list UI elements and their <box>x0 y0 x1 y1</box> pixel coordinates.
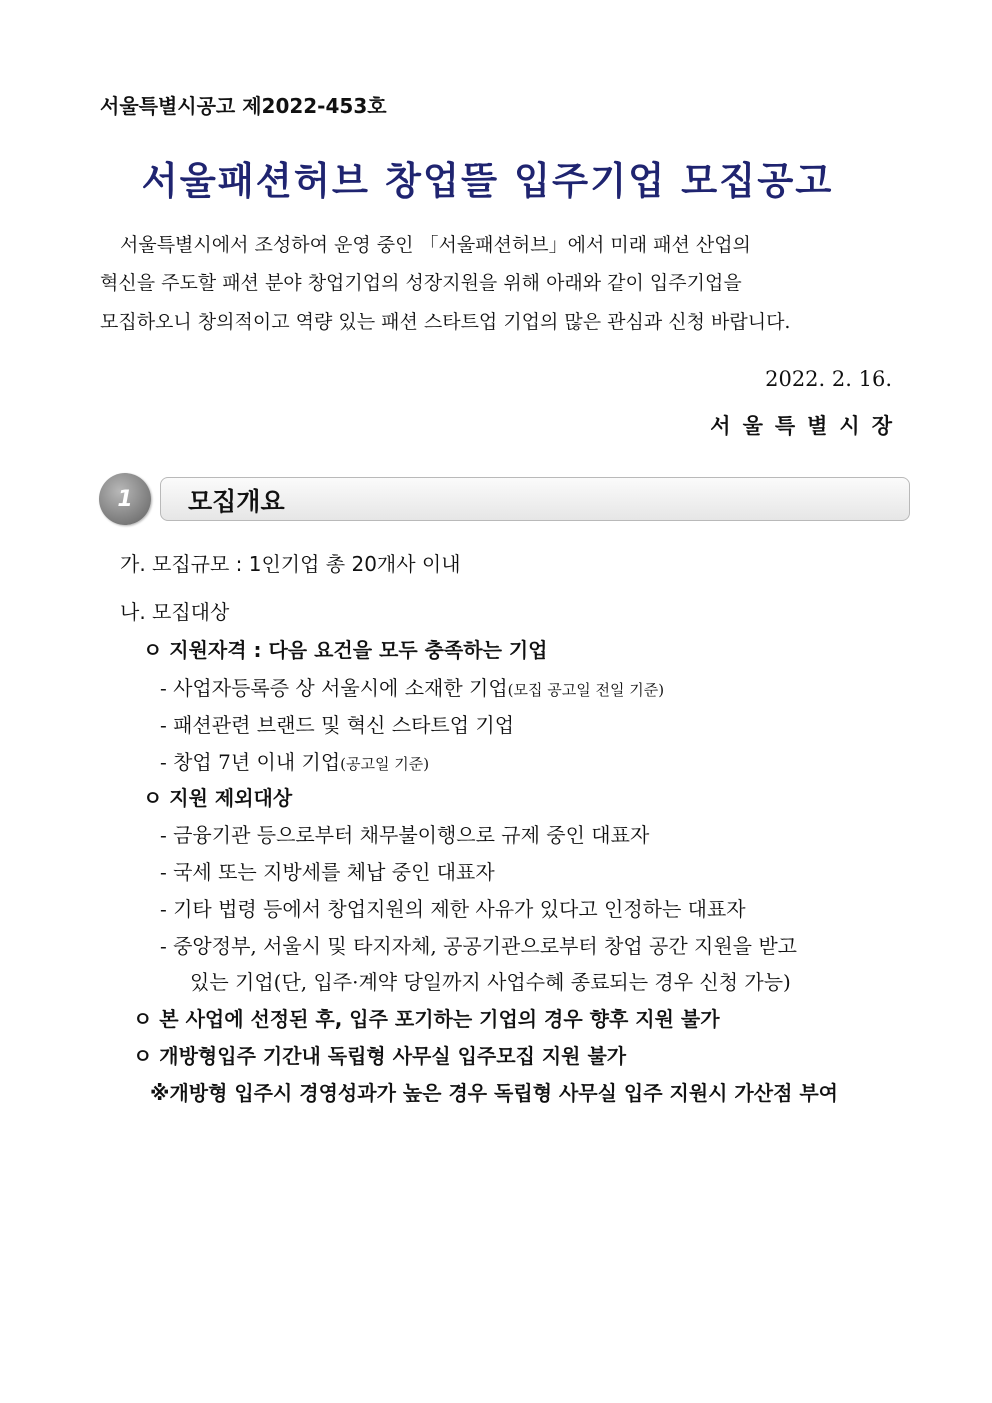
section-number-badge: 1 <box>99 473 151 525</box>
exclusion-item-1: - 금융기관 등으로부터 채무불이행으로 규제 중인 대표자 <box>160 823 650 847</box>
intro-line-1: 서울특별시에서 조성하여 운영 중인 「서울패션허브」에서 미래 패션 산업의 <box>120 234 751 256</box>
document-date: 2022. 2. 16. <box>765 367 892 391</box>
exclusion-item-2: - 국세 또는 지방세를 체납 중인 대표자 <box>160 860 495 884</box>
notice-number: 서울특별시공고 제2022-453호 <box>100 94 387 118</box>
intro-line-3: 모집하오니 창의적이고 역량 있는 패션 스타트업 기업의 많은 관심과 신청 바랍니다. <box>100 311 791 333</box>
eligibility-heading: ㅇ 지원자격 : 다음 요건을 모두 충족하는 기업 <box>143 638 548 662</box>
note-1: ㅇ 본 사업에 선정된 후, 입주 포기하는 기업의 경우 향후 지원 불가 <box>133 1007 720 1031</box>
eligibility-item-1 <box>160 672 664 701</box>
exclusion-item-4-line-1: - 중앙정부, 서울시 및 타지자체, 공공기관으로부터 창업 공간 지원을 받고 <box>160 934 797 958</box>
section-title: 모집개요 <box>188 487 285 516</box>
recruit-scale: 가. 모집규모 : 1인기업 총 20개사 이내 <box>120 552 461 576</box>
intro-line-2: 혁신을 주도할 패션 분야 창업기업의 성장지원을 위해 아래와 같이 입주기업을 <box>100 272 742 294</box>
note-2: ㅇ 개방형입주 기간내 독립형 사무실 입주모집 지원 불가 <box>133 1044 627 1068</box>
eligibility-item-3-text: - 창업 7년 이내 기업 <box>160 750 341 774</box>
eligibility-item-2: - 패션관련 브랜드 및 혁신 스타트업 기업 <box>160 713 515 737</box>
eligibility-item-1-text: - 사업자등록증 상 서울시에 소재한 기업 <box>160 676 508 700</box>
eligibility-item-1-note: (모집 공고일 전일 기준) <box>507 681 665 699</box>
exclusion-item-4-line-2: 있는 기업(단, 입주·계약 당일까지 사업수혜 종료되는 경우 신청 가능) <box>190 970 791 994</box>
exclusion-item-3: - 기타 법령 등에서 창업지원의 제한 사유가 있다고 인정하는 대표자 <box>160 897 746 921</box>
recruit-target-heading: 나. 모집대상 <box>120 600 230 624</box>
eligibility-item-3 <box>160 746 429 775</box>
issuer-name: 서울특별시장 <box>710 413 904 438</box>
document-title: 서울패션허브 창업뜰 입주기업 모집공고 <box>141 159 834 203</box>
exclusion-heading: ㅇ 지원 제외대상 <box>143 786 293 810</box>
eligibility-item-3-note: (공고일 기준) <box>340 755 430 773</box>
note-3: ※개방형 입주시 경영성과가 높은 경우 독립형 사무실 입주 지원시 가산점 부여 <box>150 1081 838 1105</box>
